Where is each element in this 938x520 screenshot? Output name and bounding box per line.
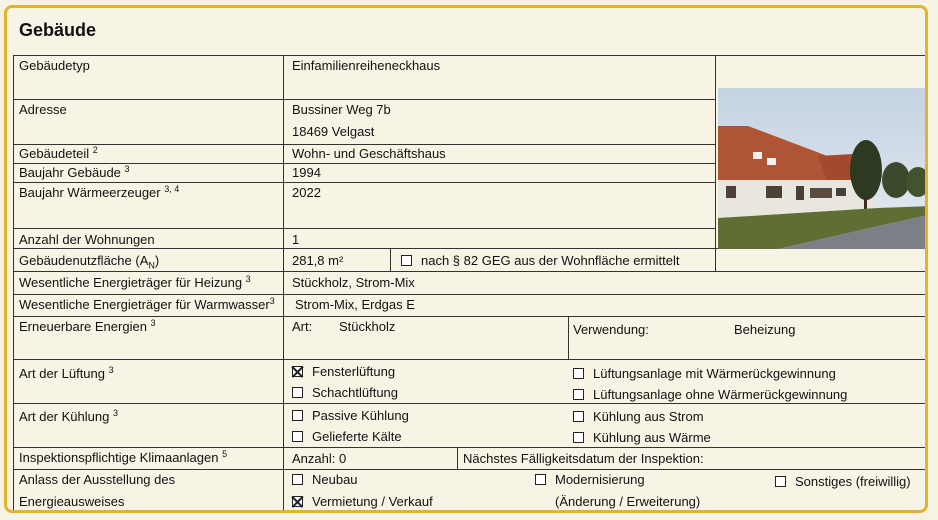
adresse-line1: Bussiner Weg 7b [292,102,391,117]
schachtlueftung-checkbox[interactable] [292,387,303,398]
neubau-checkbox[interactable] [292,474,303,485]
nutzflaeche-checkbox-label: nach § 82 GEG aus der Wohnfläche ermittelt [421,253,680,268]
klimaanlagen-anzahl: Anzahl: 0 [292,451,347,466]
erneuerbare-art-value: Stückholz [339,319,396,334]
lueftung-label: Art der Lüftung $^3$ [19,365,114,381]
sonstiges-checkbox[interactable] [775,476,786,487]
gelieferte-kaelte-checkbox[interactable] [292,431,303,442]
energietraeger-warmwasser-label: Wesentliche Energieträger für Warmwasser$^3$ [19,296,275,312]
nutzflaeche-checkbox-row[interactable] [401,253,679,268]
anlass-option-sonstiges[interactable]: Sonstiges (freiwillig) [775,474,911,489]
anzahl-wohnungen-value: 1 [292,232,300,247]
fensterlueftung-checkbox[interactable] [292,366,303,377]
lueftung-option-schachtlueftung[interactable]: Schachtlüftung [292,385,398,400]
gebaeudeteil-value: Wohn- und Geschäftshaus [292,146,446,161]
erneuerbare-label: Erneuerbare Energien $^3$ [19,318,156,334]
energietraeger-warmwasser-value: Strom-Mix, Erdgas E [295,297,415,312]
anlass-label-line2: Energieausweises [19,494,125,509]
vermietung-verkauf-checkbox[interactable] [292,496,303,507]
kuehlung-option-passiv[interactable]: Passive Kühlung [292,408,409,423]
lueftung-option-mit-wrg[interactable]: Lüftungsanlage mit Wärmerückgewinnung [573,366,836,381]
nutzflaeche-checkbox[interactable] [401,255,412,266]
kuehlung-option-gelieferte-kaelte[interactable]: Gelieferte Kälte [292,429,402,444]
adresse-label: Adresse [19,102,67,117]
lueftung-option-ohne-wrg[interactable]: Lüftungsanlage ohne Wärmerückgewinnung [573,387,847,402]
adresse-line2: 18469 Velgast [292,124,375,139]
baujahr-gebaeude-value: 1994 [292,165,321,180]
erneuerbare-art-label: Art: [292,319,313,334]
modernisierung-checkbox[interactable] [535,474,546,485]
nutzflaeche-value: 281,8 m² [292,253,344,268]
anlass-label-line1: Anlass der Ausstellung des [19,472,176,487]
lueftungsanlage-mit-wrg-checkbox[interactable] [573,368,584,379]
energietraeger-heizung-label: Wesentliche Energieträger für Heizung $^3$ [19,274,251,290]
energietraeger-heizung-value: Stückholz, Strom-Mix [292,275,415,290]
anlass-modernisierung-note: (Änderung / Erweiterung) [555,494,701,509]
kuehlung-aus-strom-checkbox[interactable] [573,411,584,422]
anlass-option-neubau[interactable]: Neubau [292,472,358,487]
section-title: Gebäude [19,20,97,40]
gebaeude-form [4,5,928,513]
gebaeudetyp-value: Einfamilienreiheneckhaus [292,58,441,73]
kuehlung-option-strom[interactable]: Kühlung aus Strom [573,409,704,424]
kuehlung-aus-waerme-checkbox[interactable] [573,432,584,443]
baujahr-waermeerzeuger-label: Baujahr Wärmeerzeuger $^{3, 4}$ [19,184,180,200]
baujahr-waermeerzeuger-value: 2022 [292,185,321,200]
klimaanlagen-faelligkeit: Nächstes Fälligkeitsdatum der Inspektion: [463,451,704,466]
kuehlung-label: Art der Kühlung $^3$ [19,408,118,424]
gebaeudetyp-label: Gebäudetyp [19,58,90,73]
erneuerbare-verwendung-value: Beheizung [734,322,796,337]
nutzflaeche-label: Gebäudenutzfläche $(A_N)$ [19,253,160,271]
passive-kuehlung-checkbox[interactable] [292,410,303,421]
erneuerbare-verwendung-label: Verwendung: [573,322,649,337]
anzahl-wohnungen-label: Anzahl der Wohnungen [19,232,155,247]
anlass-option-modernisierung[interactable]: Modernisierung [535,472,645,487]
house-photo [718,88,928,249]
kuehlung-option-waerme[interactable]: Kühlung aus Wärme [573,430,711,445]
baujahr-gebaeude-label: Baujahr Gebäude $^3$ [19,164,130,180]
lueftungsanlage-ohne-wrg-checkbox[interactable] [573,389,584,400]
gebaeudeteil-label: Gebäudeteil $^2$ [19,145,98,161]
anlass-option-vermietung[interactable]: Vermietung / Verkauf [292,494,433,509]
lueftung-option-fensterlueftung[interactable]: Fensterlüftung [292,364,395,379]
klimaanlagen-label: Inspektionspflichtige Klimaanlagen $^5$ [19,449,228,465]
